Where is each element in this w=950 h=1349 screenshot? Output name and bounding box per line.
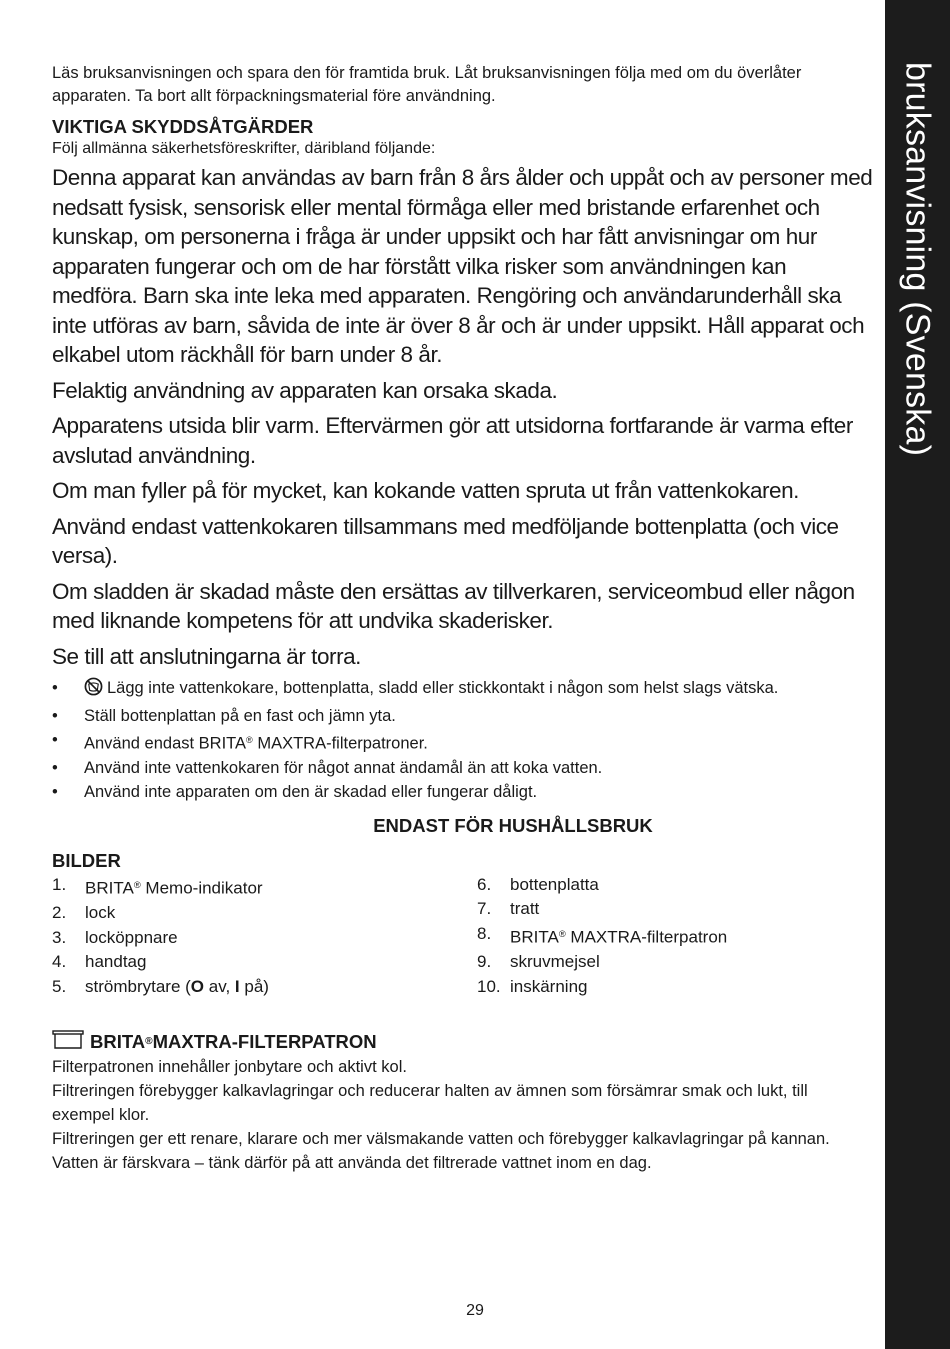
parts-list: [52, 873, 874, 999]
part-label: [85, 975, 269, 1000]
list-item: [477, 922, 727, 950]
part-label: [510, 922, 727, 950]
part-text: Memo-indikator: [140, 878, 263, 898]
part-label: locköppnare: [85, 927, 178, 947]
list-item: [52, 926, 477, 951]
part-text: BRITA: [85, 878, 134, 898]
safety-paragraph: Använd endast vattenkokaren tillsammans med medföljande bottenplatta (och vice versa).: [52, 513, 839, 568]
part-text: av,: [204, 976, 235, 996]
filter-text: Vatten är färskvara – tänk därför på att använda det filtrerade vattnet inom en dag.: [52, 1154, 652, 1173]
bullet-dot: •: [52, 731, 58, 749]
part-text: MAXTRA-filterpatron: [565, 927, 728, 947]
part-label: handtag: [85, 952, 147, 972]
part-label: [85, 873, 263, 901]
parts-heading: BILDER: [52, 849, 121, 871]
registered-mark: ®: [246, 735, 253, 745]
list-item: [52, 901, 477, 926]
safety-paragraph: Om sladden är skadad måste den ersättas av tillverkaren, serviceombud eller någon med liknande kompetens för att undvika skaderisker.: [52, 578, 855, 633]
list-item: [52, 950, 477, 975]
list-item: [52, 975, 477, 1000]
page-number: 29: [466, 1302, 484, 1319]
safety-paragraph: Denna apparat kan användas av barn från 8 års ålder och uppåt och av personer med nedsatt fysisk, sensorisk eller mental förmåga eller med bristande erfarenhet och kunskap, om personerna i fråga är under uppsikt och har fått anvisningar om hur apparaten fungerar och om de har förstått vilka risker som användningen kan medföra. Barn ska inte leka med apparaten. Rengöring och användarunderhåll ska inte utföras av barn, såvida de inte är över 8 år och är under uppsikt. Håll apparat och elkabel utom räckhåll för barn under 8 år.: [52, 165, 873, 367]
part-label: tratt: [510, 899, 540, 919]
bullet-dot: •: [52, 758, 58, 777]
safety-subheading: Följ allmänna säkerhetsföreskrifter, däribland följande:: [52, 140, 436, 157]
part-number: 4.: [52, 952, 67, 972]
bullet-dot: •: [52, 783, 58, 802]
part-number: 6.: [477, 874, 492, 894]
part-number: 3.: [52, 927, 67, 947]
list-item: [477, 897, 727, 922]
part-number: 1.: [52, 874, 67, 894]
bullet-text: MAXTRA-filterpatroner.: [252, 734, 428, 753]
bullet-text: Använd inte vattenkokaren för något annat ändamål än att koka vatten.: [84, 758, 603, 777]
safety-bullet-list: [52, 677, 874, 805]
filter-heading-text: BRITA: [90, 1031, 146, 1053]
list-item: [52, 781, 874, 805]
intro-text: Läs bruksanvisningen och spara den för framtida bruk. Låt bruksanvisningen följa med om du överlåter apparaten. Ta bort allt förpackningsmaterial före användning.: [52, 64, 802, 105]
registered-mark: ®: [558, 928, 566, 939]
safety-heading: VIKTIGA SKYDDSÅTGÄRDER: [52, 116, 314, 137]
bullet-text: Lägg inte vattenkokare, bottenplatta, sladd eller stickkontakt i någon som helst slags vätska.: [107, 679, 779, 697]
on-symbol: I: [234, 976, 240, 996]
bullet-text: Använd endast BRITA: [84, 734, 247, 753]
list-item: [52, 729, 874, 756]
household-only-notice: ENDAST FÖR HUSHÅLLSBRUK: [373, 814, 653, 836]
safety-paragraph: Felaktig användning av apparaten kan orsaka skada.: [52, 377, 558, 403]
part-label: inskärning: [510, 976, 588, 996]
filter-text: Filtreringen ger ett renare, klarare och mer välsmakande vatten och förebygger kalkavlagringar på kannan.: [52, 1130, 830, 1149]
part-number: 9.: [477, 952, 492, 972]
part-number: 8.: [477, 923, 492, 943]
part-number: 2.: [52, 903, 67, 923]
registered-mark: ®: [133, 879, 141, 890]
parts-column-left: [52, 873, 477, 999]
bullet-dot: •: [52, 679, 58, 697]
page-content: [52, 62, 874, 1175]
part-number: 10.: [477, 976, 501, 996]
list-item: [477, 950, 727, 975]
registered-mark: ®: [145, 1036, 153, 1048]
list-item: [52, 873, 477, 901]
part-number: 5.: [52, 976, 67, 996]
list-item: [52, 705, 874, 729]
bullet-text: Ställ bottenplattan på en fast och jämn yta.: [84, 706, 396, 725]
part-text: på): [239, 976, 269, 996]
list-item: [52, 677, 874, 704]
parts-column-right: [477, 873, 727, 999]
bullet-dot: •: [52, 706, 58, 725]
side-tab-title: bruksanvisning (Svenska): [898, 62, 937, 457]
filter-text: Filterpatronen innehåller jonbytare och aktivt kol.: [52, 1058, 407, 1077]
safety-paragraph: Apparatens utsida blir varm. Eftervärmen gör att utsidorna fortfarande är varma efter avslutad användning.: [52, 413, 853, 468]
safety-paragraph: Se till att anslutningarna är torra.: [52, 643, 361, 669]
filter-cartridge-icon: [52, 1029, 84, 1055]
filter-text: Filtreringen förebygger kalkavlagringar och reducerar halten av ämnen som försämrar smak och lukt, till exempel klor.: [52, 1082, 808, 1125]
list-item: [477, 975, 727, 1000]
part-text: strömbrytare (: [85, 976, 191, 996]
safety-paragraph: Om man fyller på för mycket, kan kokande vatten spruta ut från vattenkokaren.: [52, 478, 799, 503]
list-item: [477, 873, 727, 898]
filter-heading-text: MAXTRA-FILTERPATRON: [152, 1031, 377, 1053]
bullet-text: Använd inte apparaten om den är skadad eller fungerar dåligt.: [84, 783, 538, 802]
part-text: BRITA: [510, 927, 559, 947]
filter-heading: [52, 1029, 874, 1055]
part-number: 7.: [477, 899, 492, 919]
no-liquid-icon: [84, 677, 103, 704]
list-item: [52, 757, 874, 781]
part-label: lock: [85, 903, 116, 923]
part-label: skruvmejsel: [510, 952, 600, 972]
part-label: bottenplatta: [510, 874, 599, 894]
off-symbol: O: [190, 976, 205, 996]
